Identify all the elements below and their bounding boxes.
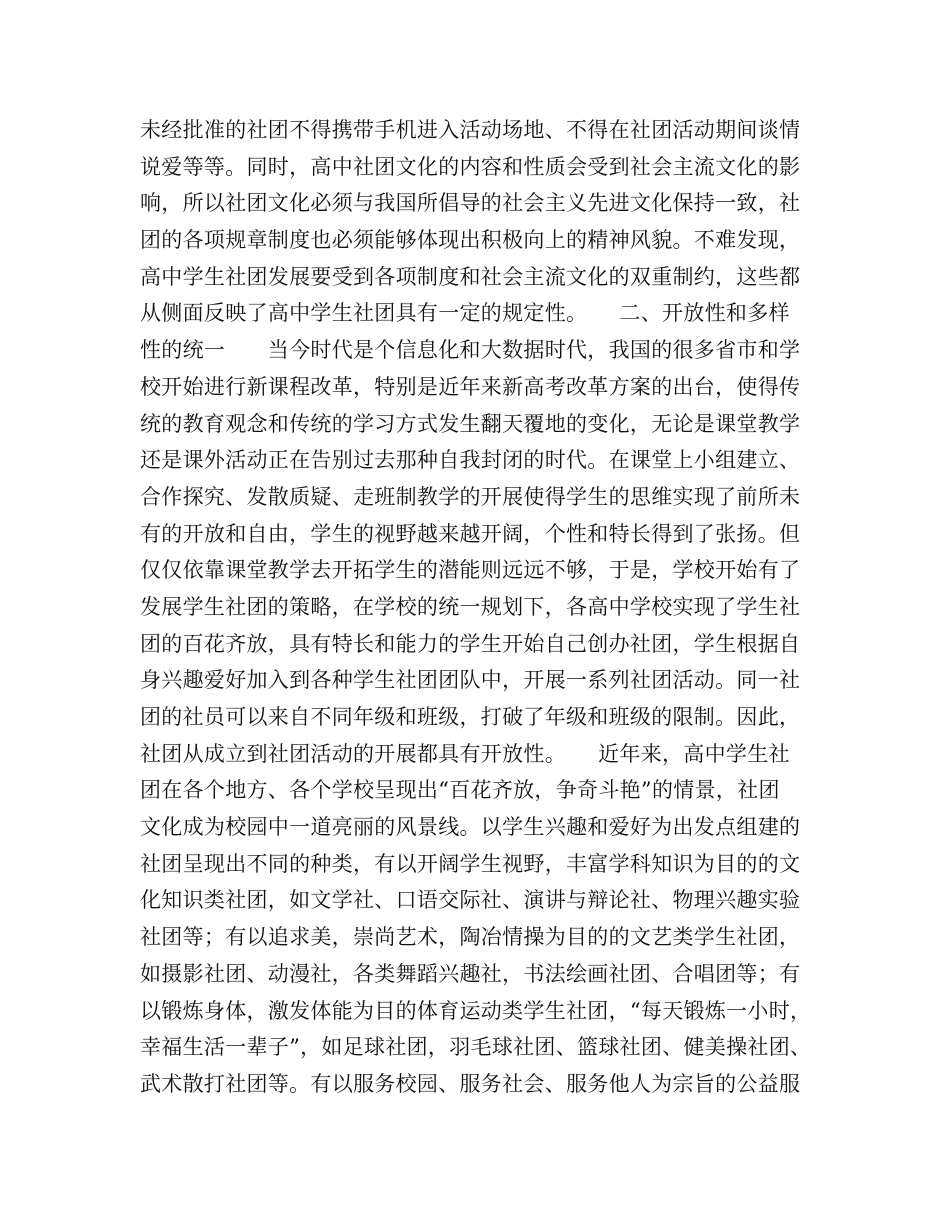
text-line: 说爱等等。同时，高中社团文化的内容和性质会受到社会主流文化的影	[140, 154, 801, 179]
text-line: 团的社员可以来自不同年级和班级，打破了年级和班级的限制。因此，	[140, 705, 801, 729]
text-line: 性的统一 当今时代是个信息化和大数据时代，我国的很多省市和学	[140, 338, 801, 363]
text-line: 化知识类社团，如文学社、口语交际社、演讲与辩论社、物理兴趣实验	[140, 888, 801, 913]
text-line: 社团从成立到社团活动的开展都具有开放性。 近年来，高中学生社	[140, 741, 790, 766]
text-line: 响，所以社团文化必须与我国所倡导的社会主义先进文化保持一致，社	[140, 191, 801, 216]
text-line: 统的教育观念和传统的学习方式发生翻天覆地的变化，无论是课堂教学	[140, 411, 801, 436]
text-line: 社团呈现出不同的种类，有以开阔学生视野，丰富学科知识为目的的文	[140, 851, 801, 876]
text-line: 有的开放和自由，学生的视野越来越开阔，个性和特长得到了张扬。但	[140, 521, 801, 546]
text-line: 团的各项规章制度也必须能够体现出积极向上的精神风貌。不难发现，	[140, 228, 801, 253]
text-line: 社团等；有以追求美，崇尚艺术，陶冶情操为目的的文艺类学生社团，	[140, 925, 801, 950]
text-line: 合作探究、发散质疑、走班制教学的开展使得学生的思维实现了前所未	[140, 484, 801, 509]
body-text	[140, 112, 840, 1103]
text-line: 校开始进行新课程改革，特别是近年来新高考改革方案的出台，使得传	[140, 374, 801, 399]
text-line: 从侧面反映了高中学生社团具有一定的规定性。 二、开放性和多样	[140, 301, 790, 326]
text-line: 团的百花齐放，具有特长和能力的学生开始自己创办社团，学生根据自	[140, 631, 801, 656]
text-line: 武术散打社团等。有以服务校园、服务社会、服务他人为宗旨的公益服	[140, 1071, 801, 1096]
text-line: 仅仅依靠课堂教学去开拓学生的潜能则远远不够，于是，学校开始有了	[140, 558, 801, 583]
text-line: 如摄影社团、动漫社，各类舞蹈兴趣社，书法绘画社团、合唱团等；有	[140, 961, 801, 986]
text-line: 幸福生活一辈子”，如足球社团，羽毛球社团、篮球社团、健美操社团、	[140, 1035, 812, 1060]
text-line: 身兴趣爱好加入到各种学生社团团队中，开展一系列社团活动。同一社	[140, 668, 801, 693]
text-line: 团在各个地方、各个学校呈现出“百花齐放，争奇斗艳”的情景，社团	[140, 778, 780, 803]
text-line: 还是课外活动正在告别过去那种自我封闭的时代。在课堂上小组建立、	[140, 448, 801, 473]
text-line: 发展学生社团的策略，在学校的统一规划下，各高中学校实现了学生社	[140, 594, 801, 619]
text-line: 以锻炼身体，激发体能为目的体育运动类学生社团，“每天锻炼一小时，	[140, 998, 812, 1023]
text-line: 文化成为校园中一道亮丽的风景线。以学生兴趣和爱好为出发点组建的	[140, 815, 801, 840]
text-line: 高中学生社团发展要受到各项制度和社会主流文化的双重制约，这些都	[140, 264, 801, 289]
text-line: 未经批准的社团不得携带手机进入活动场地、不得在社团活动期间谈情	[140, 118, 801, 142]
